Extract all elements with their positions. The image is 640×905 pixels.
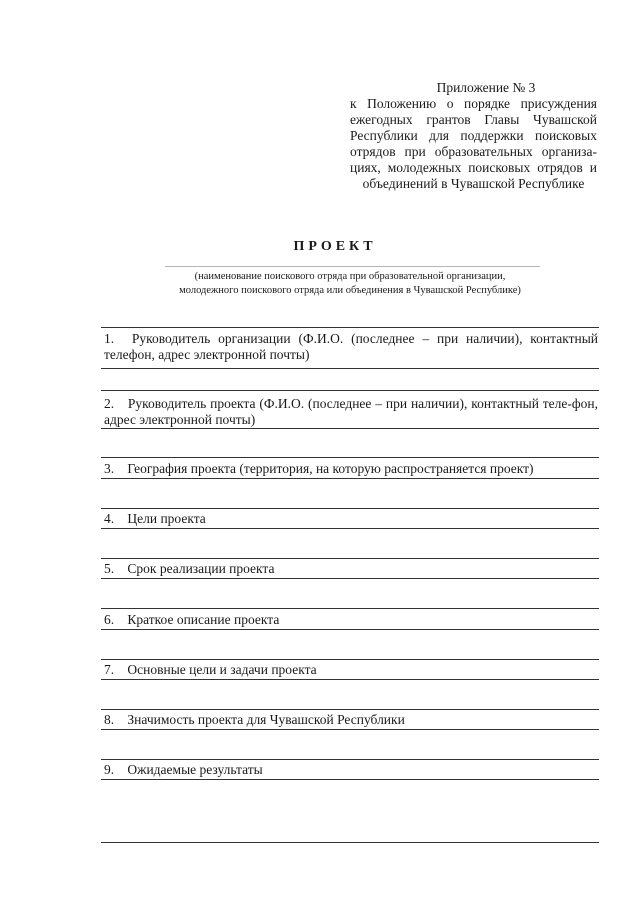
item-label: Значимость проекта для Чувашской Республики <box>127 712 405 727</box>
form-item-6 <box>104 612 598 628</box>
name-field-line[interactable] <box>165 266 540 267</box>
item-label: Срок реализации проекта <box>127 561 275 576</box>
appendix-line: циях, молодежных поисковых отрядов и <box>350 160 597 175</box>
answer-line[interactable] <box>101 842 599 843</box>
answer-line[interactable] <box>101 508 599 509</box>
item-label: Основные цели и задачи проекта <box>127 662 317 677</box>
item-number: 7. <box>104 662 115 677</box>
name-caption-line: молодежного поискового отряда или объединения в Чувашской Республике) <box>179 285 521 296</box>
appendix-body <box>350 96 597 192</box>
item-number: 9. <box>104 762 115 777</box>
field-line <box>101 368 599 369</box>
field-line <box>101 578 599 579</box>
appendix-line: ежегодных грантов Главы Чувашской <box>350 112 597 127</box>
field-line <box>101 478 599 479</box>
form-item-2 <box>104 396 598 428</box>
document-heading: ПРОЕКТ <box>293 239 377 254</box>
item-number: 5. <box>104 561 115 576</box>
item-number: 1. <box>104 331 115 346</box>
answer-line[interactable] <box>101 558 599 559</box>
field-line <box>101 779 599 780</box>
item-number: 6. <box>104 612 115 627</box>
appendix-reference <box>350 80 597 192</box>
answer-line[interactable] <box>101 457 599 458</box>
answer-line[interactable] <box>101 709 599 710</box>
form-item-8 <box>104 712 598 728</box>
answer-line[interactable] <box>101 608 599 609</box>
appendix-line: к Положению о порядке присуждения <box>350 96 597 111</box>
field-line <box>101 528 599 529</box>
name-field-caption <box>150 270 550 298</box>
appendix-line: объединений в Чувашской Республике <box>362 176 585 191</box>
item-label: Краткое описание проекта <box>127 612 280 627</box>
item-label: Ожидаемые результаты <box>127 762 263 777</box>
answer-line[interactable] <box>101 390 599 391</box>
appendix-title: Приложение № 3 <box>436 80 536 95</box>
field-line <box>101 679 599 680</box>
item-number: 2. <box>104 396 115 411</box>
field-line <box>101 327 599 328</box>
form-item-3 <box>104 461 598 477</box>
form-item-1 <box>104 331 598 363</box>
form-item-7 <box>104 662 598 678</box>
appendix-line: отрядов при образовательных организа- <box>350 144 597 159</box>
appendix-line: Республики для поддержки поисковых <box>350 128 597 143</box>
field-line <box>101 729 599 730</box>
form-item-4 <box>104 511 598 527</box>
name-caption-line: (наименование поискового отряда при образовательной организации, <box>194 271 506 282</box>
item-label: Цели проекта <box>127 511 206 526</box>
item-number: 8. <box>104 712 115 727</box>
item-label: География проекта (территория, на которую распространяется проект) <box>127 461 534 476</box>
item-label: Руководитель проекта (Ф.И.О. (последнее – при наличии), контактный теле-фон, адрес электронной почты) <box>104 396 598 427</box>
item-number: 4. <box>104 511 115 526</box>
item-label: Руководитель организации (Ф.И.О. (последнее – при наличии), контактный телефон, адрес электронной почты) <box>104 331 598 362</box>
field-line <box>101 428 599 429</box>
field-line <box>101 629 599 630</box>
answer-line[interactable] <box>101 659 599 660</box>
form-item-9 <box>104 762 598 778</box>
answer-line[interactable] <box>101 759 599 760</box>
item-number: 3. <box>104 461 115 476</box>
form-item-5 <box>104 561 598 577</box>
